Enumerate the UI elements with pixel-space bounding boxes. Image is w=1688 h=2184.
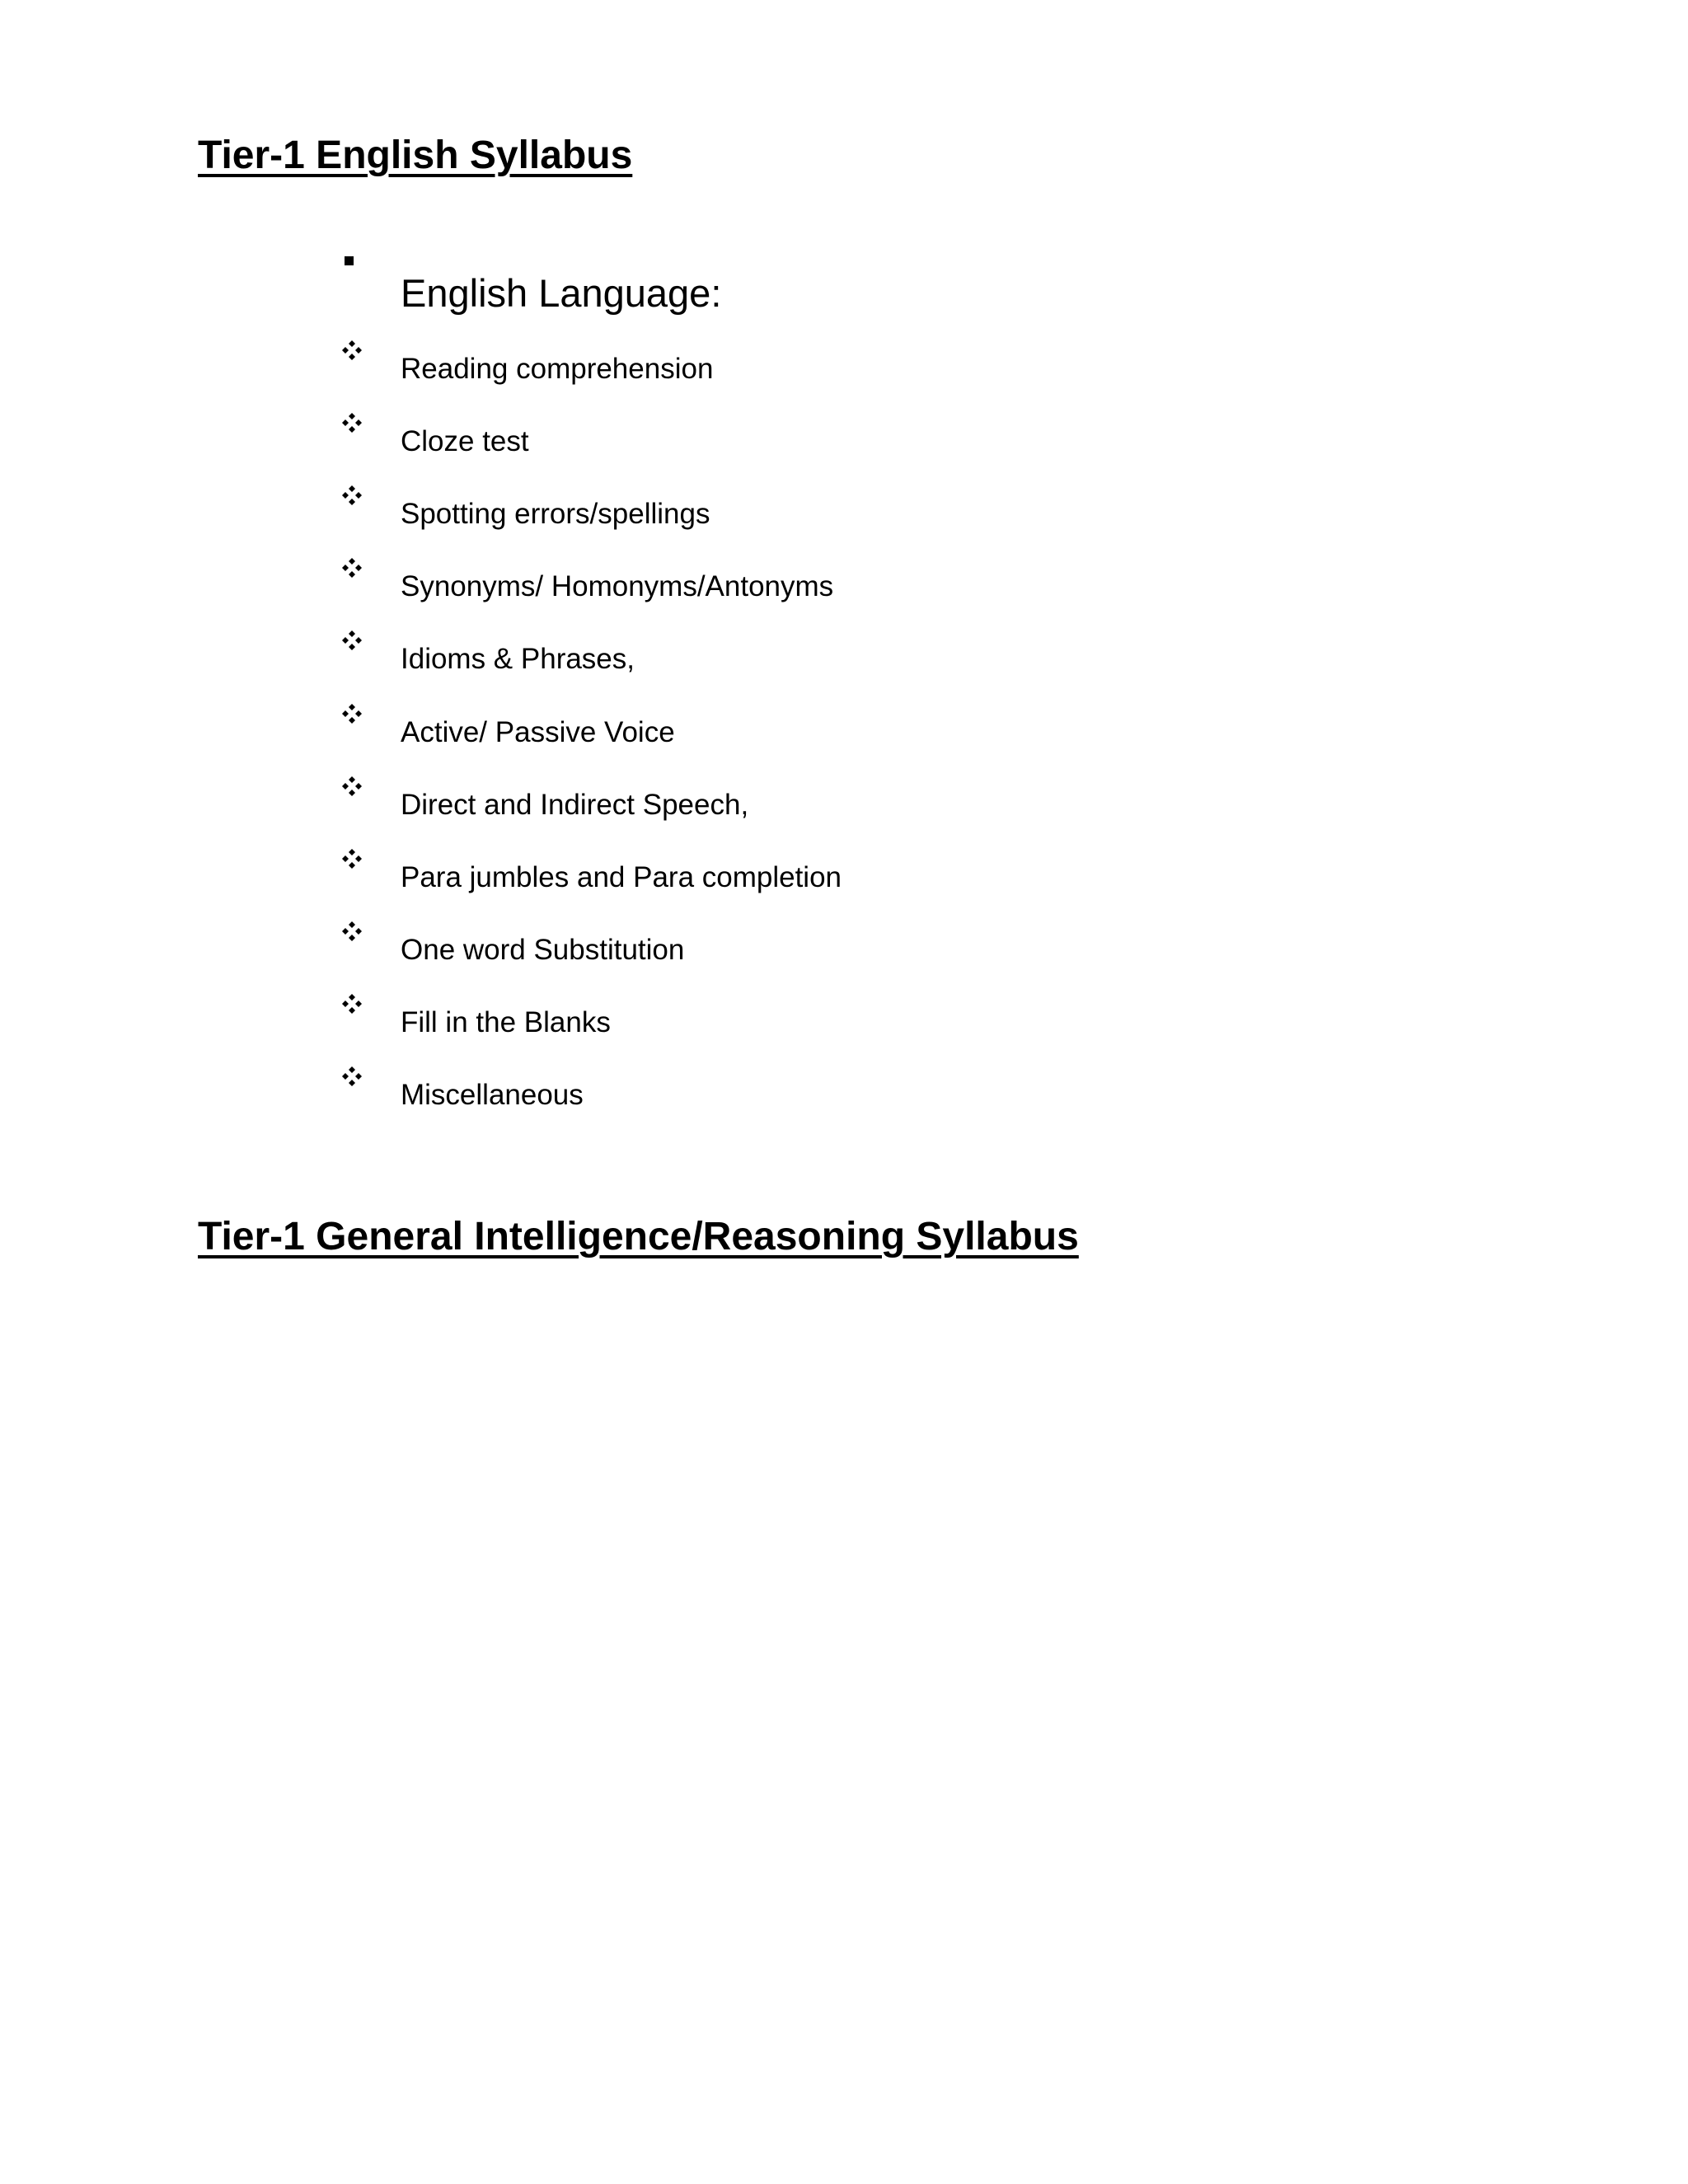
list-item — [0, 921, 989, 970]
four-diamond-bullet-icon — [341, 993, 363, 1015]
list-item — [0, 1066, 989, 1115]
list-item-label: Idioms & Phrases, — [401, 643, 635, 675]
list-item — [0, 703, 989, 752]
four-diamond-bullet-icon — [341, 921, 363, 942]
four-diamond-bullet-icon — [341, 485, 363, 506]
subheading-english-language: English Language: — [401, 271, 722, 315]
four-diamond-bullet-icon — [341, 703, 363, 724]
four-diamond-bullet-icon — [341, 776, 363, 797]
list-item — [0, 412, 989, 462]
list-item-label: Active/ Passive Voice — [401, 716, 675, 748]
four-diamond-bullet-icon — [341, 340, 363, 361]
four-diamond-bullet-icon — [341, 848, 363, 869]
list-item — [0, 993, 989, 1043]
list-item-label: Miscellaneous — [401, 1079, 584, 1111]
list-item — [0, 848, 989, 898]
four-diamond-bullet-icon — [341, 1066, 363, 1087]
square-bullet-icon — [345, 256, 354, 265]
section-heading-english: Tier-1 English Syllabus — [198, 134, 633, 177]
four-diamond-bullet-icon — [341, 412, 363, 434]
list-item-label: One word Substitution — [401, 934, 685, 966]
list-item — [0, 557, 989, 607]
list-item-label: Cloze test — [401, 425, 529, 457]
list-item — [0, 630, 989, 679]
list-item — [0, 340, 989, 389]
four-diamond-bullet-icon — [341, 630, 363, 651]
section-heading-reasoning: Tier-1 General Intelligence/Reasoning Syllabus — [198, 1215, 1079, 1258]
list-item — [0, 485, 989, 534]
list-item-label: Spotting errors/spellings — [401, 498, 710, 530]
list-item-label: Fill in the Blanks — [401, 1006, 611, 1038]
four-diamond-bullet-icon — [341, 557, 363, 579]
list-item-label: Synonyms/ Homonyms/Antonyms — [401, 570, 834, 602]
list-item-label: Reading comprehension — [401, 353, 714, 385]
list-item-label: Direct and Indirect Speech, — [401, 789, 749, 821]
list-item — [0, 776, 989, 825]
list-item-label: Para jumbles and Para completion — [401, 861, 842, 893]
